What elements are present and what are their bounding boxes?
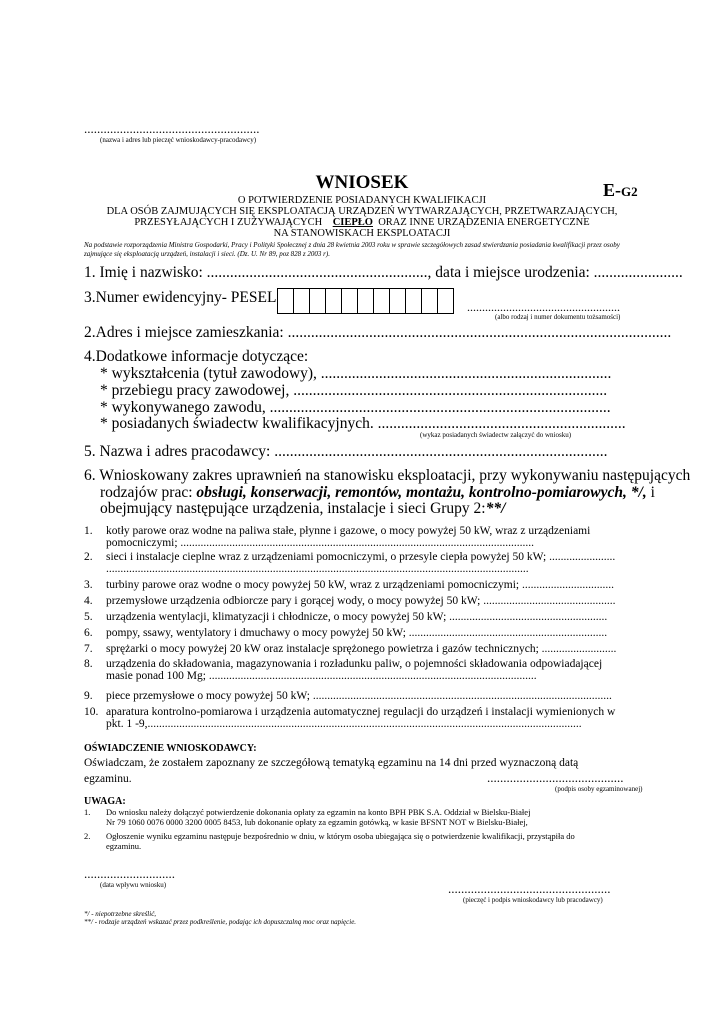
bullet-profession: * wykonywanego zawodu, ........................................................................................ — [100, 399, 611, 416]
employer-stamp-dots: ...................................................... — [84, 121, 260, 136]
note-2: 2. Ogłoszenie wyniku egzaminu następuje bezpośrednio w dniu, w którym osoba ubiegająca się o potwierdzenie kwalifikacji, przystąpiła do egzaminu. — [84, 831, 575, 851]
footnote-1: */ - niepotrzebne skreślić, — [84, 910, 157, 918]
date-received-label: (data wpływu wniosku) — [100, 881, 167, 889]
field-scope-line-3: obejmujący następujące urządzenia, instalacje i sieci Grupy 2:**/ — [100, 500, 506, 517]
legal-basis-line-2: zajmujące się eksploatacją urządzeń, instalacji i sieci. (Dz. U. Nr 89, poz 828 z 2003 r). — [84, 250, 330, 258]
applicant-stamp-label: (pieczęć i podpis wnioskodawcy lub pracodawcy) — [463, 896, 603, 904]
device-10: 10. aparatura kontrolno-pomiarowa i urządzenia automatycznej regulacji do urządzeń i instalacji wymienionych w pkt. 1 -9,....................................................................................................................................................... — [84, 706, 616, 730]
field-address: 2.Adres i miejsce zamieszkania: ................................................................................................... — [84, 324, 672, 341]
id-document-dots: ................................................... — [467, 300, 620, 314]
pesel-label: 3.Numer ewidencyjny- PESEL — [84, 289, 277, 306]
device-3: 3. turbiny parowe oraz wodne o mocy powyżej 50 kW, wraz z urządzeniami pomocniczymi; ................................ — [84, 579, 614, 591]
subtitle-line-4: NA STANOWISKACH EKSPLOATACJI — [273, 228, 451, 239]
device-5: 5. urządzenia wentylacji, klimatyzacji i chłodnicze, o mocy powyżej 50 kW; ....................................................... — [84, 611, 608, 623]
device-8: 8. urządzenia do składowania, magazynowania i rozładunku paliw, o pojemności składowania odpowiadającej masie ponad 100 Mg; .................................................................................................................. — [84, 658, 603, 682]
field-scope-line-1: 6. Wnioskowany zakres uprawnień na stanowisku eksploatacji, przy wykonywaniu następujących — [84, 467, 691, 484]
device-1: 1. kotły parowe oraz wodne na paliwa stałe, płynne i gazowe, o mocy powyżej 50 kW, wraz z urządzeniami pomocniczymi; ........................................................................................................................... — [84, 525, 591, 549]
device-7: 7. sprężarki o mocy powyżej 20 kW oraz instalacje sprężonego powietrza i gazów technicznych; .......................... — [84, 643, 617, 655]
declaration-line-2: egzaminu. — [84, 773, 132, 785]
applicant-stamp-dots: .................................................. — [448, 881, 611, 896]
device-4: 4. przemysłowe urządzenia odbiorcze pary i gorącej wody, o mocy powyżej 50 kW; .............................................. — [84, 595, 616, 607]
examinee-signature-dots: .......................................... — [487, 770, 624, 785]
device-9: 9. piece przemysłowe o mocy powyżej 50 kW; ........................................................................................................ — [84, 690, 612, 702]
device-6: 6. pompy, ssawy, wentylatory i dmuchawy o mocy powyżej 50 kW; ..................................................................... — [84, 627, 608, 639]
subtitle-line-1: O POTWIERDZENIE POSIADANYCH KWALIFIKACJI — [237, 195, 487, 206]
declaration-line-1: Oświadczam, że zostałem zapoznany ze szczegółową tematyką egzaminu na 14 dni przed wyznaczoną datą — [84, 757, 579, 769]
bullet-work-history: * przebiegu pracy zawodowej, ................................................................................. — [100, 382, 608, 399]
certificates-note: (wykaz posiadanych świadectw załączyć do wniosku) — [420, 431, 572, 439]
bullet-education: * wykształcenia (tytuł zawodowy), ........................................................................... — [100, 365, 612, 382]
id-document-label: (albo rodzaj i numer dokumentu tożsamości) — [495, 313, 621, 321]
page-title: WNIOSEK — [315, 172, 409, 193]
form-code: E-G2 — [603, 180, 638, 200]
employer-stamp-label: (nazwa i adres lub pieczęć wnioskodawcy-pracodawcy) — [100, 136, 257, 144]
pesel-boxes[interactable] — [277, 288, 454, 314]
legal-basis-line-1: Na podstawie rozporządzenia Ministra Gospodarki, Pracy i Polityki Społecznej z dnia 28 kwietnia 2003 roku w sprawie szczegółowych zasad stwierdzania posiadania kwalifikacji przez osoby — [84, 241, 620, 249]
footnote-2: **/ - rodzaje urządzeń wskazać przez podkreślenie, podając ich dopuszczalną moc oraz napięcie. — [84, 918, 357, 926]
field-name-birth: 1. Imię i nazwisko: ........................................................., data i miejsce urodzenia: ....................... — [84, 264, 683, 281]
subtitle-line-3: PRZESYŁAJĄCYCH I ZUŻYWAJĄCYCH CIEPŁO ORAZ INNE URZĄDZENIA ENERGETYCZNE — [134, 217, 590, 228]
subtitle-line-2: DLA OSÓB ZAJMUJĄCYCH SIĘ EKSPLOATACJĄ URZĄDZEŃ WYTWARZAJĄCYCH, PRZETWARZAJĄCYCH, — [106, 206, 618, 217]
device-2: 2. sieci i instalacje cieplne wraz z urządzeniami pomocniczymi, o przesyle ciepła powyżej 50 kW; ....................... ................................................................................................................................................... — [84, 551, 616, 575]
field-employer: 5. Nazwa i adres pracodawcy: ...................................................................................... — [84, 443, 608, 460]
note-1: 1. Do wniosku należy dołączyć potwierdzenie dokonania opłaty za egzamin na konto BPH PBK S.A. Oddział w Bielsku-Białej Nr 79 1060 0076 0000 3200 0005 8453, lub dokonanie opłaty za egzamin gotówką, w kasie BFSNT NOT w Bielsku-Białej, — [84, 807, 531, 827]
date-received-dots: ............................ — [84, 866, 175, 881]
bullet-certificates: * posiadanych świadectw kwalifikacyjnych. ................................................................ — [100, 415, 626, 432]
declaration-heading: OŚWIADCZENIE WNIOSKODAWCY: — [84, 743, 257, 754]
notes-heading: UWAGA: — [84, 796, 126, 807]
examinee-signature-label: (podpis osoby egzaminowanej) — [555, 785, 643, 793]
field-scope-line-2: rodzajów prac: obsługi, konserwacji, remontów, montażu, kontrolno-pomiarowych, */, i — [100, 484, 655, 501]
field-additional-info: 4.Dodatkowe informacje dotyczące: — [84, 348, 309, 365]
